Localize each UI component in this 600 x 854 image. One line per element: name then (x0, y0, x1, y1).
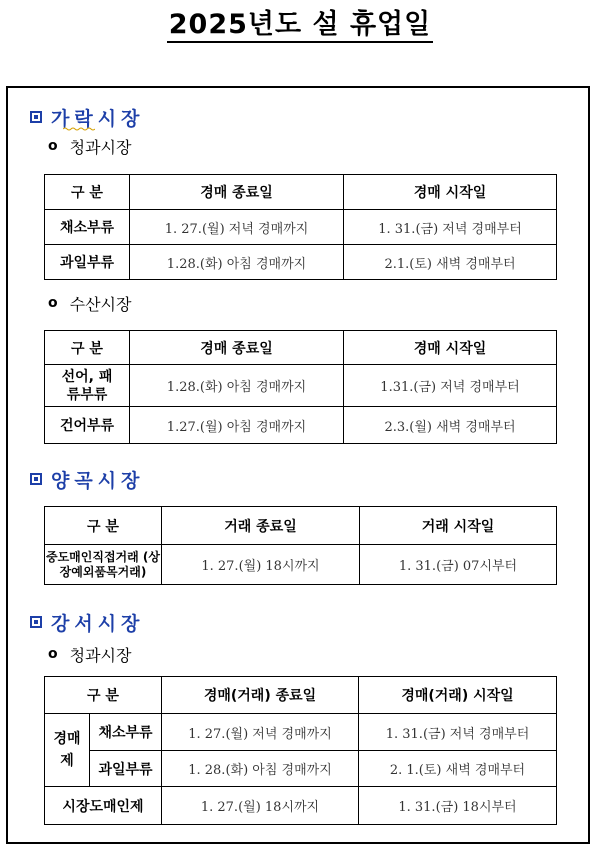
garak-produce-table (44, 174, 557, 280)
section-grain-heading (30, 467, 144, 491)
header-cell: 거래 종료일 (162, 507, 360, 545)
header-cell: 경매(거래) 시작일 (359, 677, 557, 714)
circle-bullet-icon: o (48, 138, 58, 154)
end-date-cell: 1. 27.(월) 18시까지 (162, 787, 359, 825)
start-date-cell: 1. 31.(금) 18시부터 (359, 787, 557, 825)
header-cell: 구 분 (45, 331, 130, 365)
end-date-cell: 1.28.(화) 아침 경매까지 (130, 365, 344, 407)
start-date-cell: 1. 31.(금) 저녁 경매부터 (344, 210, 557, 245)
section-garak-heading (30, 105, 144, 129)
circle-bullet-icon: o (48, 295, 58, 311)
gangseo-produce-table (44, 676, 557, 825)
table-row (45, 751, 557, 787)
header-cell: 구 분 (45, 175, 130, 210)
table-row (45, 365, 557, 407)
circle-bullet-icon: o (48, 646, 58, 662)
subsection-label: 청과시장 (69, 137, 132, 157)
row-label: 과일부류 (90, 751, 162, 787)
section-gangseo-heading (30, 610, 144, 634)
spellcheck-underline-icon (63, 127, 95, 131)
header-cell: 경매(거래) 종료일 (162, 677, 359, 714)
start-date-cell: 2.3.(월) 새벽 경매부터 (344, 407, 557, 444)
header-cell: 경매 시작일 (344, 331, 557, 365)
end-date-cell: 1.27.(월) 아침 경매까지 (130, 407, 344, 444)
row-label: 채소부류 (45, 210, 130, 245)
header-cell: 구 분 (45, 677, 162, 714)
header-cell: 구 분 (45, 507, 162, 545)
subsection-garak-produce (48, 135, 131, 157)
header-cell: 경매 종료일 (130, 175, 344, 210)
table-row (45, 714, 557, 751)
table-row (45, 210, 557, 245)
table-header-row (45, 507, 557, 545)
section-title: 양곡시장 (51, 469, 145, 492)
header-cell: 경매 시작일 (344, 175, 557, 210)
document-title: 2025년도 설 휴업일 (0, 2, 600, 41)
grain-table (44, 506, 557, 585)
subsection-garak-seafood (48, 292, 131, 314)
end-date-cell: 1. 27.(월) 18시까지 (162, 545, 360, 585)
row-label: 건어부류 (45, 407, 130, 444)
end-date-cell: 1.28.(화) 아침 경매까지 (130, 245, 344, 280)
square-bullet-icon (30, 111, 42, 123)
square-bullet-icon (30, 616, 42, 628)
square-bullet-icon (30, 473, 42, 485)
end-date-cell: 1. 27.(월) 저녁 경매까지 (130, 210, 344, 245)
row-label: 선어, 패류부류 (45, 365, 130, 407)
table-header-row (45, 331, 557, 365)
row-label: 시장도매인제 (45, 787, 162, 825)
table-header-row (45, 677, 557, 714)
start-date-cell: 1. 31.(금) 07시부터 (360, 545, 557, 585)
subsection-label: 청과시장 (69, 645, 132, 665)
start-date-cell: 1.31.(금) 저녁 경매부터 (344, 365, 557, 407)
section-title: 가락시장 (51, 107, 145, 130)
section-title: 강서시장 (51, 612, 145, 635)
start-date-cell: 1. 31.(금) 저녁 경매부터 (359, 714, 557, 751)
start-date-cell: 2.1.(토) 새벽 경매부터 (344, 245, 557, 280)
row-label: 채소부류 (90, 714, 162, 751)
table-row (45, 407, 557, 444)
end-date-cell: 1. 28.(화) 아침 경매까지 (162, 751, 359, 787)
garak-seafood-table (44, 330, 557, 444)
subsection-label: 수산시장 (69, 294, 132, 314)
subsection-gangseo-produce (48, 643, 131, 665)
table-header-row (45, 175, 557, 210)
end-date-cell: 1. 27.(월) 저녁 경매까지 (162, 714, 359, 751)
row-label: 중도매인직접거래 (상장예외품목거래) (45, 545, 162, 585)
table-row (45, 245, 557, 280)
row-label: 과일부류 (45, 245, 130, 280)
start-date-cell: 2. 1.(토) 새벽 경매부터 (359, 751, 557, 787)
header-cell: 거래 시작일 (360, 507, 557, 545)
header-cell: 경매 종료일 (130, 331, 344, 365)
table-row (45, 787, 557, 825)
table-row (45, 545, 557, 585)
group-label: 경매제 (45, 714, 90, 787)
